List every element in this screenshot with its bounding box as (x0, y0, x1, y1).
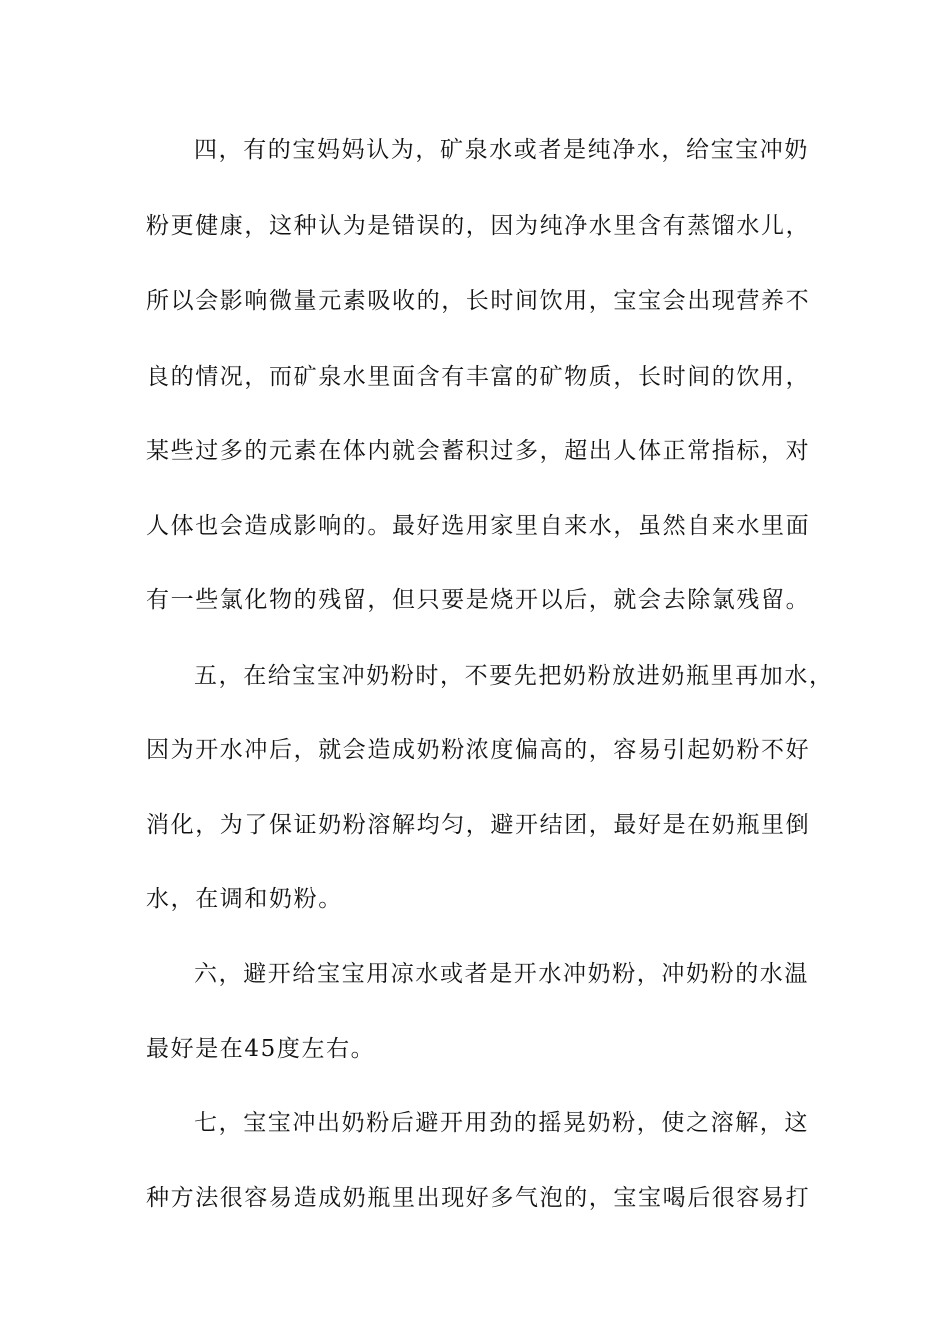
text-line: 某些过多的元素在体内就会蓄积过多，超出人体正常指标，对 (146, 438, 811, 464)
text-line: 水，在调和奶粉。 (146, 886, 343, 912)
text-line: 良的情况，而矿泉水里面含有丰富的矿物质，长时间的饮用， (146, 364, 811, 390)
text-line: 人体也会造成影响的。最好选用家里自来水，虽然自来水里面 (146, 513, 811, 539)
text-line: 粉更健康，这种认为是错误的，因为纯净水里含有蒸馏水儿， (146, 213, 811, 239)
text-line: 所以会影响微量元素吸收的，长时间饮用，宝宝会出现营养不 (146, 288, 811, 314)
text-line: 消化，为了保证奶粉溶解均匀，避开结团，最好是在奶瓶里倒 (146, 812, 811, 838)
text-line: 七，宝宝冲出奶粉后避开用劲的摇晃奶粉，使之溶解，这 (194, 1110, 809, 1136)
text-line: 六，避开给宝宝用凉水或者是开水冲奶粉，冲奶粉的水温 (194, 961, 809, 987)
text-line: 种方法很容易造成奶瓶里出现好多气泡的，宝宝喝后很容易打 (146, 1185, 811, 1211)
text-line: 四，有的宝妈妈认为，矿泉水或者是纯净水，给宝宝冲奶 (194, 137, 809, 163)
text-line: 因为开水冲后，就会造成奶粉浓度偏高的，容易引起奶粉不好 (146, 737, 811, 763)
text-line: 有一些氯化物的残留，但只要是烧开以后，就会去除氯残留。 (146, 587, 811, 613)
text-line: 五，在给宝宝冲奶粉时，不要先把奶粉放进奶瓶里再加水， (194, 663, 834, 689)
text-line: 最好是在45度左右。 (146, 1036, 376, 1062)
